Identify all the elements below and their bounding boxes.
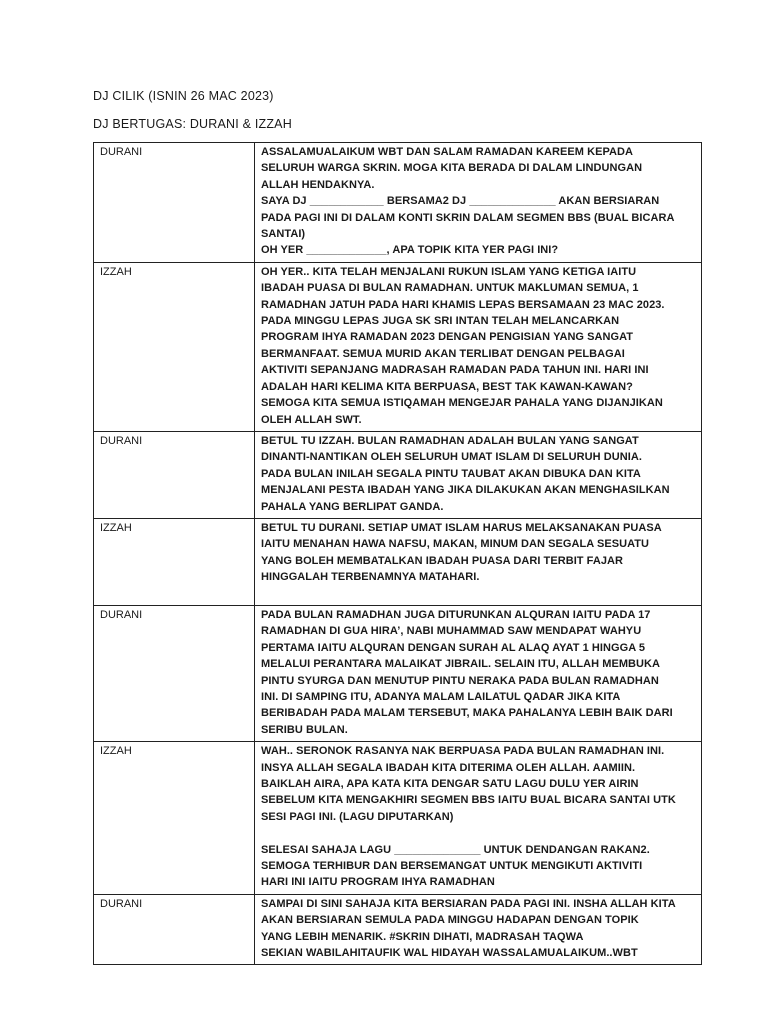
speaker-cell: DURANI: [94, 894, 255, 965]
speech-line: INI. DI SAMPING ITU, ADANYA MALAM LAILATUL QADAR JIKA KITA: [261, 690, 621, 703]
speech-blank-line: [261, 586, 697, 602]
script-row: [94, 143, 702, 263]
speech-line: PAHALA YANG BERLIPAT GANDA.: [261, 500, 444, 513]
script-row: [94, 262, 702, 431]
speaker-cell: IZZAH: [94, 742, 255, 895]
speech-line: OH YER _____________, APA TOPIK KITA YER PAGI INI?: [261, 244, 559, 257]
speech-line: AKAN BERSIARAN SEMULA PADA MINGGU HADAPAN DENGAN TOPIK: [261, 914, 639, 927]
speech-line: SAYA DJ ____________ BERSAMA2 DJ ______________ AKAN BERSIARAN: [261, 195, 660, 208]
speech-line: YANG BOLEH MEMBATALKAN IBADAH PUASA DARI TERBIT FAJAR: [261, 554, 623, 567]
speech-line: SESI PAGI INI. (LAGU DIPUTARKAN): [261, 810, 454, 823]
speech-line: BETUL TU IZZAH. BULAN RAMADHAN ADALAH BULAN YANG SANGAT: [261, 434, 639, 447]
speech-line: SERIBU BULAN.: [261, 723, 348, 736]
script-table: [93, 142, 702, 965]
speech-line: PADA MINGGU LEPAS JUGA SK SRI INTAN TELAH MELANCARKAN: [261, 315, 620, 328]
speech-cell: [255, 605, 702, 741]
speaker-cell: IZZAH: [94, 518, 255, 605]
speech-line: YANG LEBIH MENARIK. #SKRIN DIHATI, MADRASAH TAQWA: [261, 930, 584, 943]
speech-line: BAIKLAH AIRA, APA KATA KITA DENGAR SATU LAGU DULU YER AIRIN: [261, 778, 639, 791]
speech-line: BERMANFAAT. SEMUA MURID AKAN TERLIBAT DENGAN PELBAGAI: [261, 347, 625, 360]
script-row: [94, 431, 702, 518]
speech-line: SEMOGA TERHIBUR DAN BERSEMANGAT UNTUK MENGIKUTI AKTIVITI: [261, 860, 643, 873]
speech-line: HINGGALAH TERBENAMNYA MATAHARI.: [261, 571, 480, 584]
speech-line: BERIBADAH PADA MALAM TERSEBUT, MAKA PAHALANYA LEBIH BAIK DARI: [261, 707, 673, 720]
script-row: [94, 894, 702, 965]
speech-line: PADA BULAN RAMADHAN JUGA DITURUNKAN ALQURAN IAITU PADA 17: [261, 608, 651, 621]
speech-line: BETUL TU DURANI. SETIAP UMAT ISLAM HARUS MELAKSANAKAN PUASA: [261, 521, 662, 534]
speaker-cell: DURANI: [94, 431, 255, 518]
document-subtitle: DJ BERTUGAS: DURANI & IZZAH: [93, 117, 292, 131]
speech-line: OH YER.. KITA TELAH MENJALANI RUKUN ISLAM YANG KETIGA IAITU: [261, 265, 637, 278]
speech-line: OLEH ALLAH SWT.: [261, 413, 362, 426]
speaker-cell: DURANI: [94, 605, 255, 741]
speech-line: RAMADHAN JATUH PADA HARI KHAMIS LEPAS BERSAMAAN 23 MAC 2023.: [261, 298, 665, 311]
speech-cell: [255, 262, 702, 431]
speech-line: ALLAH HENDAKNYA.: [261, 178, 375, 191]
speech-cell: [255, 143, 702, 263]
speech-line: SANTAI): [261, 228, 306, 241]
speech-line: AKTIVITI SEPANJANG MADRASAH RAMADAN PADA TAHUN INI. HARI INI: [261, 364, 649, 377]
speech-line: SELESAI SAHAJA LAGU ______________ UNTUK DENDANGAN RAKAN2.: [261, 843, 650, 856]
speech-cell: [255, 431, 702, 518]
speech-blank-line: [261, 825, 697, 841]
speech-line: ASSALAMUALAIKUM WBT DAN SALAM RAMADAN KAREEM KEPADA: [261, 146, 634, 158]
speech-line: HARI INI IAITU PROGRAM IHYA RAMADHAN: [261, 876, 495, 889]
speech-line: SAMPAI DI SINI SAHAJA KITA BERSIARAN PADA PAGI INI. INSHA ALLAH KITA: [261, 897, 676, 910]
script-row: [94, 605, 702, 741]
speech-line: SEMOGA KITA SEMUA ISTIQAMAH MENGEJAR PAHALA YANG DIJANJIKAN: [261, 397, 663, 410]
script-row: [94, 518, 702, 605]
speech-line: IBADAH PUASA DI BULAN RAMADHAN. UNTUK MAKLUMAN SEMUA, 1: [261, 282, 639, 295]
speech-line: PROGRAM IHYA RAMADAN 2023 DENGAN PENGISIAN YANG SANGAT: [261, 331, 634, 344]
speech-cell: [255, 894, 702, 965]
speech-line: SELURUH WARGA SKRIN. MOGA KITA BERADA DI DALAM LINDUNGAN: [261, 162, 643, 175]
speech-line: MELALUI PERANTARA MALAIKAT JIBRAIL. SELAIN ITU, ALLAH MEMBUKA: [261, 658, 661, 671]
speaker-cell: DURANI: [94, 143, 255, 263]
speech-line: WAH.. SERONOK RASANYA NAK BERPUASA PADA BULAN RAMADHAN INI.: [261, 745, 665, 758]
speech-line: RAMADHAN DI GUA HIRA’, NABI MUHAMMAD SAW MENDAPAT WAHYU: [261, 625, 642, 638]
speech-line: PERTAMA IAITU ALQURAN DENGAN SURAH AL ALAQ AYAT 1 HINGGA 5: [261, 641, 646, 654]
speech-line: MENJALANI PESTA IBADAH YANG JIKA DILAKUKAN AKAN MENGHASILKAN: [261, 484, 670, 497]
speech-line: PADA BULAN INILAH SEGALA PINTU TAUBAT AKAN DIBUKA DAN KITA: [261, 467, 641, 480]
speech-line: INSYA ALLAH SEGALA IBADAH KITA DITERIMA OLEH ALLAH. AAMIIN.: [261, 761, 636, 774]
speech-line: SEBELUM KITA MENGAKHIRI SEGMEN BBS IAITU BUAL BICARA SANTAI UTK: [261, 794, 676, 807]
script-row: [94, 742, 702, 895]
document-title: DJ CILIK (ISNIN 26 MAC 2023): [93, 89, 274, 103]
speaker-cell: IZZAH: [94, 262, 255, 431]
speech-line: ADALAH HARI KELIMA KITA BERPUASA, BEST TAK KAWAN-KAWAN?: [261, 380, 633, 393]
speech-line: PINTU SYURGA DAN MENUTUP PINTU NERAKA PADA BULAN RAMADHAN: [261, 674, 659, 687]
speech-cell: [255, 518, 702, 605]
speech-line: DINANTI-NANTIKAN OLEH SELURUH UMAT ISLAM DI SELURUH DUNIA.: [261, 451, 642, 464]
speech-cell: [255, 742, 702, 895]
speech-line: SEKIAN WABILAHITAUFIK WAL HIDAYAH WASSALAMUALAIKUM..WBT: [261, 947, 638, 960]
speech-line: IAITU MENAHAN HAWA NAFSU, MAKAN, MINUM DAN SEGALA SESUATU: [261, 538, 650, 551]
script-table-body: [94, 143, 702, 965]
speech-line: PADA PAGI INI DI DALAM KONTI SKRIN DALAM SEGMEN BBS (BUAL BICARA: [261, 211, 675, 224]
